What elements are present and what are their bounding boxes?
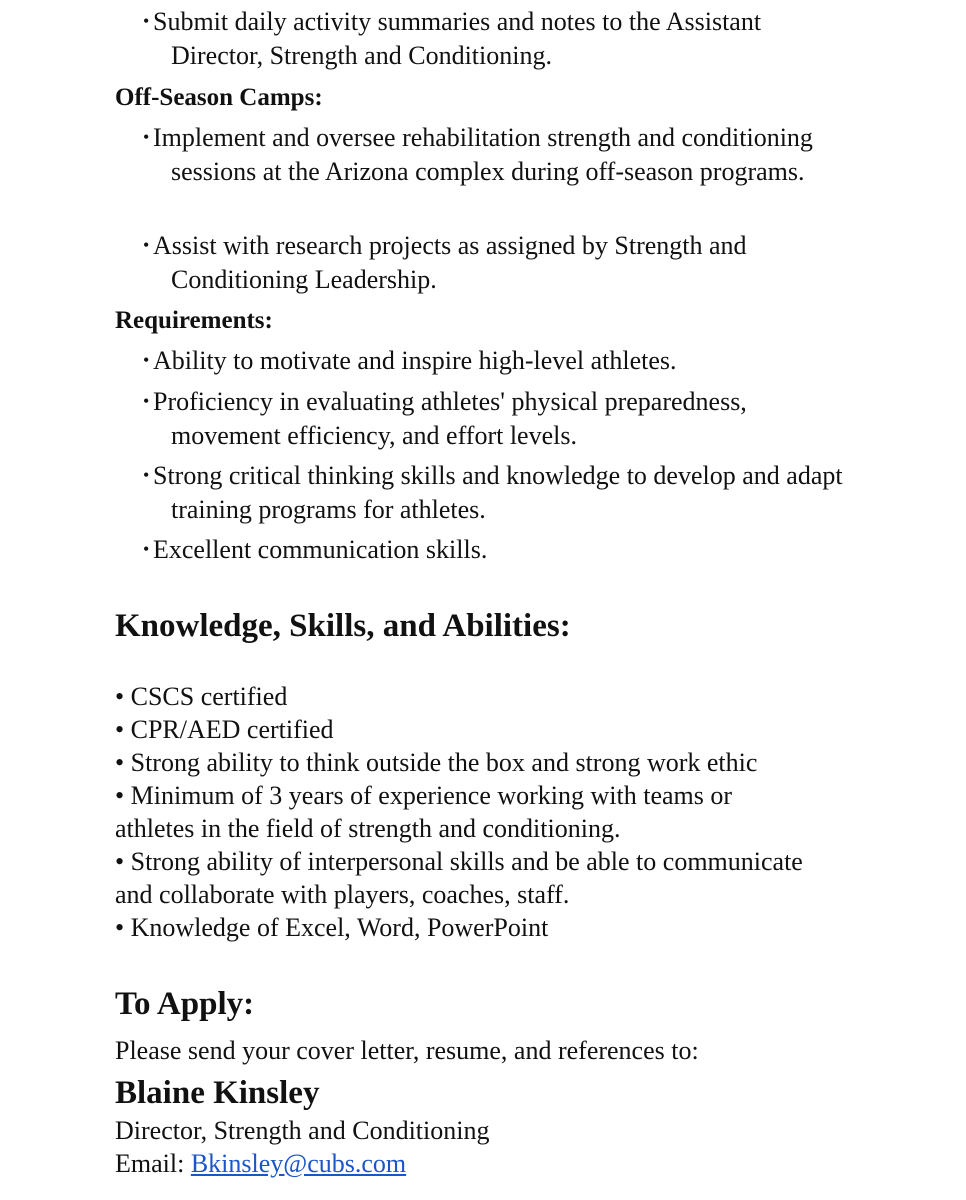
off-season-heading: Off-Season Camps: — [115, 84, 323, 111]
bullet-icon: • — [143, 465, 150, 485]
list-item: • Ability to motivate and inspire high-level athletes. — [143, 344, 843, 378]
bullet-icon: • — [143, 391, 150, 411]
contact-email-line — [115, 1147, 406, 1180]
contact-name: Blaine Kinsley — [115, 1075, 320, 1111]
ksa-item: • Knowledge of Excel, Word, PowerPoint — [115, 913, 549, 942]
email-link[interactable]: Bkinsley@cubs.com — [190, 1149, 407, 1178]
ksa-item: • Strong ability of interpersonal skills and be able to communicate and collaborate with players, coaches, staff. — [115, 847, 803, 909]
bullet-icon: • — [143, 11, 150, 31]
ksa-item: • CPR/AED certified — [115, 715, 334, 744]
list-item: • Submit daily activity summaries and notes to the Assistant Director, Strength and Conditioning. — [143, 7, 762, 70]
ksa-item: • Strong ability to think outside the box and strong work ethic — [115, 748, 758, 777]
list-item: • Assist with research projects as assigned by Strength and Conditioning Leadership. — [143, 231, 747, 294]
contact-title: Director, Strength and Conditioning — [115, 1116, 490, 1145]
requirements-heading: Requirements: — [115, 307, 273, 334]
email-label: Email: — [115, 1149, 191, 1178]
list-item: • Strong critical thinking skills and knowledge to develop and adapt training programs for athletes. — [143, 461, 843, 524]
ksa-heading: Knowledge, Skills, and Abilities: — [115, 608, 571, 644]
list-item: • Implement and oversee rehabilitation strength and conditioning sessions at the Arizona complex during off-season programs. — [143, 123, 813, 186]
list-item: • Proficiency in evaluating athletes' physical preparedness, movement efficiency, and effort levels. — [143, 387, 747, 450]
bullet-icon: • — [143, 350, 150, 370]
apply-heading: To Apply: — [115, 986, 255, 1022]
ksa-item: • CSCS certified — [115, 682, 288, 711]
apply-instructions: Please send your cover letter, resume, and references to: — [115, 1036, 699, 1065]
bullet-icon: • — [143, 127, 150, 147]
ksa-item: • Minimum of 3 years of experience working with teams or athletes in the field of strength and conditioning. — [115, 781, 733, 843]
bullet-icon: • — [143, 539, 150, 559]
list-item: • Excellent communication skills. — [143, 533, 843, 567]
bullet-icon: • — [143, 235, 150, 255]
